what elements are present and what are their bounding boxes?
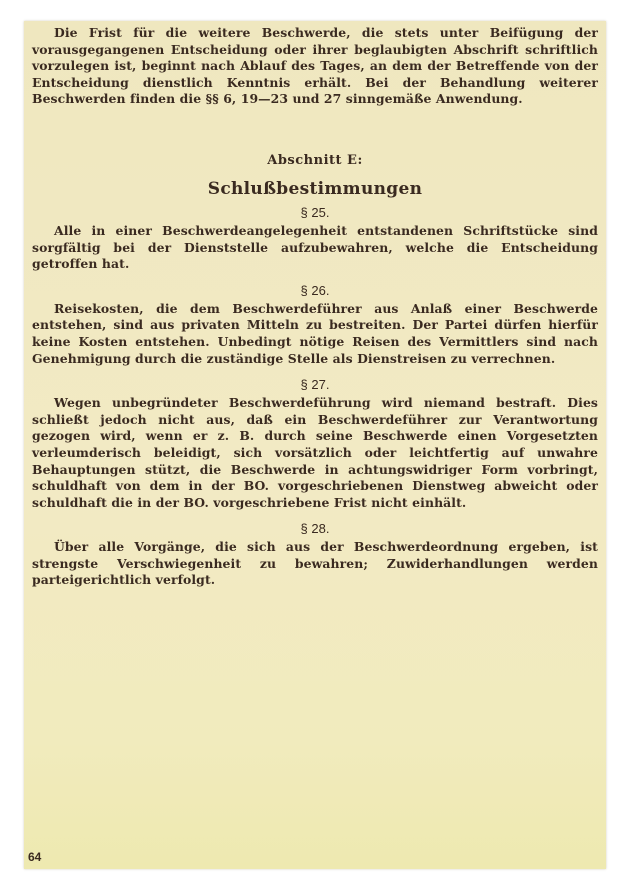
document-page <box>24 21 606 869</box>
paragraph-number: § 28. <box>300 521 330 537</box>
paragraph-text: Reisekosten, die dem Beschwerdeführer aus Anlaß einer Beschwerde entstehen, sind aus privaten Mitteln zu bestreiten. Der Partei dürfen hierfür keine Kosten entstehen. Unbedingt nötige Reisen des Vermittlers sind nach Genehmigung durch die zuständige Stelle als Dienstreisen zu verrechnen. <box>32 300 598 366</box>
paragraph-text: Wegen unbegründeter Beschwerdeführung wird niemand bestraft. Dies schließt jedoch nicht aus, daß ein Beschwerdeführer zur Verantwortung gezogen wird, wenn er z. B. durch seine Beschwerde einen Vorgesetzten verleumderisch beleidigt, sich vorsätzlich oder leichtfertig auf unwahre Behauptungen stützt, die Beschwerde in achtungswidriger Form vorbringt, schuldhaft von dem in der BO. vorgeschriebenen Dienstweg abweicht oder schuldhaft die in der BO. vorgeschriebene Frist nicht einhält. <box>32 395 598 510</box>
section-title: Schlußbestimmungen <box>207 178 423 199</box>
page-number: 64 <box>28 850 42 864</box>
paragraph-number: § 25. <box>300 204 330 220</box>
paragraph-text: Über alle Vorgänge, die sich aus der Beschwerdeordnung ergeben, ist strengste Verschwiegenheit zu bewahren; Zuwiderhandlungen werden parteigerichtlich verfolgt. <box>32 539 598 588</box>
intro-paragraph: Die Frist für die weitere Beschwerde, die stets unter Beifügung der vorausgegangenen Entscheidung oder ihrer beglaubigten Abschrift schriftlich vorzulegen ist, beginnt nach Ablauf des Tages, an dem der Betreffende von der Entscheidung dienstlich Kenntnis erhält. Bei der Behandlung weiterer Beschwerden finden die §§ 6, 19—23 und 27 sinngemäße Anwendung. <box>32 25 598 107</box>
page-content <box>32 25 598 589</box>
paragraph-number: § 26. <box>300 282 330 298</box>
paragraph-text: Alle in einer Beschwerdeangelegenheit entstandenen Schriftstücke sind sorgfältig bei der Dienststelle aufzubewahren, welche die Entscheidung getroffen hat. <box>32 222 598 272</box>
paragraph-number: § 27. <box>300 377 330 393</box>
section-heading: Abschnitt E: <box>267 152 363 168</box>
